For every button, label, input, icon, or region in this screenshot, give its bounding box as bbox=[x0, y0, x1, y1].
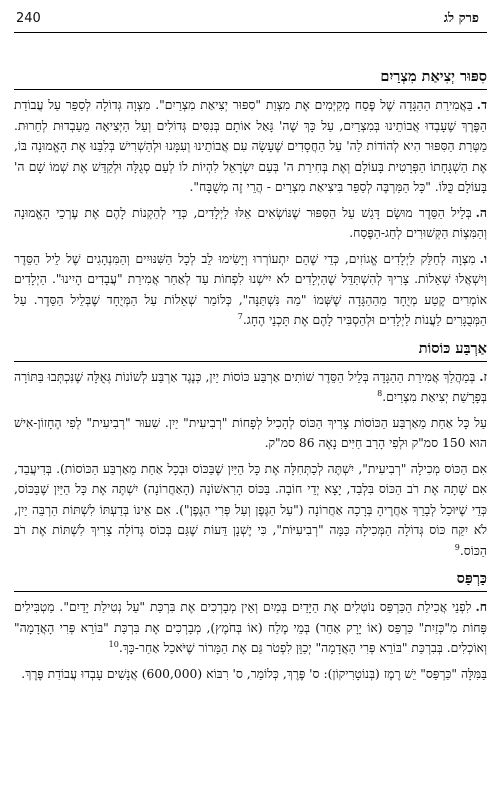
paragraph-text: בְּמַהֲלַךְ אֲמִירַת הַהַגָּדָה בְּלֵיל הַסֵּדֶר שׁוֹתִים אַרְבַּע כּוֹסוֹת יַיִן, כְּנֶגֶד אַרְבַּע לְשׁוֹנוֹת גְּאֻלָּה שֶׁנִּכְתְּבוּ בַּתּוֹרָה בְּפָרָשַׁת יְצִיאַת מִצְרַיִם. bbox=[14, 369, 487, 404]
paragraph bbox=[14, 367, 487, 408]
paragraph bbox=[14, 249, 487, 331]
paragraph-text: לִפְנֵי אֲכִילַת הַכַּרְפַּס נוֹטְלִים אֶת הַיָּדַיִם בְּמַיִם וְאֵין מְבָרְכִים אֶת בִּרְכַּת "עַל נְטִילַת יָדַיִם". מַטְבִּילִים פָּחוֹת מִ"כְּזַיִת" כַּרְפַּס (אוֹ יָרָק אַחֵר) בְּמֵי מֶלַח (אוֹ בְּחֹמֶץ), מְבָרְכִים אֶת בִּרְכַּת "בּוֹרֵא פְּרִי הָאֲדָמָה" וְאוֹכְלִים. בְּבִרְכַּת "בּוֹרֵא פְּרִי הָאֲדָמָה" יְכַוֵּן לִפְטֹר גַּם אֶת הַמָּרוֹר שֶׁיֹּאכַל אַחַר-כָּךְ. bbox=[14, 600, 487, 655]
paragraph-text: בַּאֲמִירַת הַהַגָּדָה שֶׁל פֶּסַח מְקַיְּמִים אֶת מִצְוַת "סִפּוּר יְצִיאַת מִצְרַיִם". מִצְוָה גְּדוֹלָה לְסַפֵּר עַל עֲבוֹדַת הַפֶּרֶךְ שֶׁעָבְדוּ אֲבוֹתֵינוּ בְּמִצְרַיִם, עַל כָּךְ שֶׁה' גָּאַל אוֹתָם בְּנִסִּים גְּדוֹלִים וְעַל הַיְּצִיאָה מֵעַבְדוּת לְחֵרוּת. מַטְּרַת הַסִּפּוּר הִיא לְהוֹדוֹת לַה' עַל הַחֲסָדִים שֶׁעָשָׂה עִם אֲבוֹתֵינוּ וְעִמָּנוּ וּלְהַשְׁרִישׁ בְּלִבֵּנוּ אֶת הָאֱמוּנָה בּוֹ, אֶת הַשְׁגָּחָתוֹ הַפְּרָטִית בָּעוֹלָם וְאֶת בְּחִירַת ה' בְּעַם יִשְׂרָאֵל לִהְיוֹת לוֹ לְעַם סְגֻלָּה וּלְקַדֵּשׁ אֶת שְׁמוֹ שָׁם ה' בָּעוֹלָם כֻּלּוֹ. "כָּל הַמַּרְבֶּה לְסַפֵּר בִּיצִיאַת מִצְרַיִם - הֲרֵי זֶה מְשֻׁבָּח". bbox=[14, 98, 487, 194]
paragraph-text: בְּלֵיל הַסֵּדֶר מוּשָׂם דָּגֵשׁ עַל הַסִּפּוּר שֶׁנּוֹשְׂאִים אֵלּוּ לַיְלָדִים, כְּדֵי לְהַקְנוֹת לָהֶם אֶת עֶרְכֵי הָאֱמוּנָה וְהַמִּצְוֹת הַקְּשׁוּרִים לְחַג-הַפֶּסַח. bbox=[14, 205, 487, 240]
paragraph-number: ז. bbox=[479, 368, 487, 384]
footnote-marker: 8 bbox=[377, 388, 383, 398]
paragraph-number: ו. bbox=[479, 250, 487, 266]
paragraph-text: עַל כָּל אַחַת מֵאַרְבַּע הַכּוֹסוֹת צָרִיךְ הַכּוֹס לְהָכִיל לְפָחוֹת "רְבִיעִית" יַיִן. שִׁעוּר "רְבִיעִית" לְפִי הֶחָזוֹן-אִישׁ הוּא 150 סמ"ק וּלְפִי הָרַב חַיִּים נָאֶה 86 סמ"ק. bbox=[14, 415, 487, 450]
paragraph-number: ד. bbox=[476, 97, 487, 112]
paragraph bbox=[14, 597, 487, 659]
paragraph-number: ה. bbox=[475, 204, 487, 220]
paragraph-text: אִם הַכּוֹס מְכִילָה "רְבִיעִית", יִשְׁתֶּה לְכַתְּחִלָּה אֶת כָּל הַיַּיִן שֶׁבַּכּוֹס וּבְכָל אַחַת מֵאַרְבַּע הַכּוֹסוֹת). בְּדִיעֲבַד, אִם שָׁתָה אֶת רֹב הַכּוֹס בִּלְבַד, יָצָא יְדֵי חוֹבָה. בַּכּוֹס הָרִאשׁוֹנָה (הָאַחֲרוֹנָה) יִשְׁתֶּה אֶת כָּל הַיַּיִן שֶׁבַּכּוֹס, כְּדֵי שֶׁיּוּכַל לְבָרֵךְ אַחֲרֶיהָ בְּרָכָה אַחֲרוֹנָה ("עַל הַגֶּפֶן וְעַל פְּרִי הַגֶּפֶן"). אִם אֵינוֹ בְּדַעְתּוֹ לִשְׁתּוֹת הַרְבֵּה יַיִן, לֹא יִקַּח כּוֹס גְּדוֹלָה הַמְּכִילָה כַּמָּה "רְבִיעִיּוֹת", כִּי יֶשְׁנָן דֵּעוֹת שֶׁגַּם בְּכוֹס גְּדוֹלָה צָרִיךְ לִשְׁתּוֹת אֶת רֹב הַכּוֹס. bbox=[14, 461, 487, 558]
paragraph bbox=[14, 413, 487, 454]
section-title: כַּרְפַּס bbox=[14, 569, 487, 592]
paragraph-number: ח. bbox=[475, 599, 487, 614]
section-title: סִפּוּר יְצִיאַת מִצְרַיִם bbox=[14, 67, 487, 90]
paragraph bbox=[14, 95, 487, 198]
header-rule bbox=[14, 32, 487, 33]
chapter-label: פרק לג bbox=[443, 11, 479, 26]
paragraph-text: בַּמִּלָּה "כַּרְפַּס" יֵשׁ רֶמֶז (בְּנוֹטָרִיקוֹן): ס' פֶּרֶךְ, כְּלוֹמַר, ס' רִבּוֹא (600,000) אֲנָשִׁים עָבְדוּ עֲבוֹדַת פֶּרֶךְ. bbox=[21, 666, 487, 681]
section-title: אַרְבַּע כּוֹסוֹת bbox=[14, 339, 487, 362]
paragraph bbox=[14, 664, 487, 685]
footnote-marker: 10 bbox=[108, 639, 119, 649]
footnote-marker: 9 bbox=[454, 542, 460, 552]
paragraph bbox=[14, 459, 487, 562]
paragraph-text: מִצְוָה לְחַלֵּק לַיְלָדִים אֱגוֹזִים, כְּדֵי שֶׁהֵם יִתְעוֹרְרוּ וְיָשִׂימוּ לֵב לְכָל הַשִּׁנּוּיִים וְהַמִּנְהָגִים שֶׁל לֵיל הַסֵּדֶר וְיִשְׁאֲלוּ שְׁאֵלוֹת. צָרִיךְ לְהִשְׁתַּדֵּל שֶׁהַיְלָדִים לֹא יִישְׁנוּ לִפְחוֹת עַד לְאַחַר אֲמִירַת "עֲבָדִים הָיִינוּ". הַיְלָדִים אוֹמְרִים קֶטַע מְיֻחָד מֵהַהַגָּדָה שֶׁשְּׁמוֹ "מַה נִּשְׁתַּנָּה", כְּלוֹמַר שְׁאֵלוֹת עַל הַמְּיֻחָד שֶׁבְּלֵיל הַסֵּדֶר. עַל הַמְּבֻגָּרִים לַעֲנוֹת לַיְלָדִים וּלְהַסְבִּיר לָהֶם אֶת תָּכְנֵי הֶחָג. bbox=[14, 251, 487, 327]
page-number: 240 bbox=[16, 11, 41, 26]
footnote-marker: 7 bbox=[237, 311, 243, 321]
paragraph bbox=[14, 203, 487, 244]
page-header bbox=[14, 8, 487, 30]
